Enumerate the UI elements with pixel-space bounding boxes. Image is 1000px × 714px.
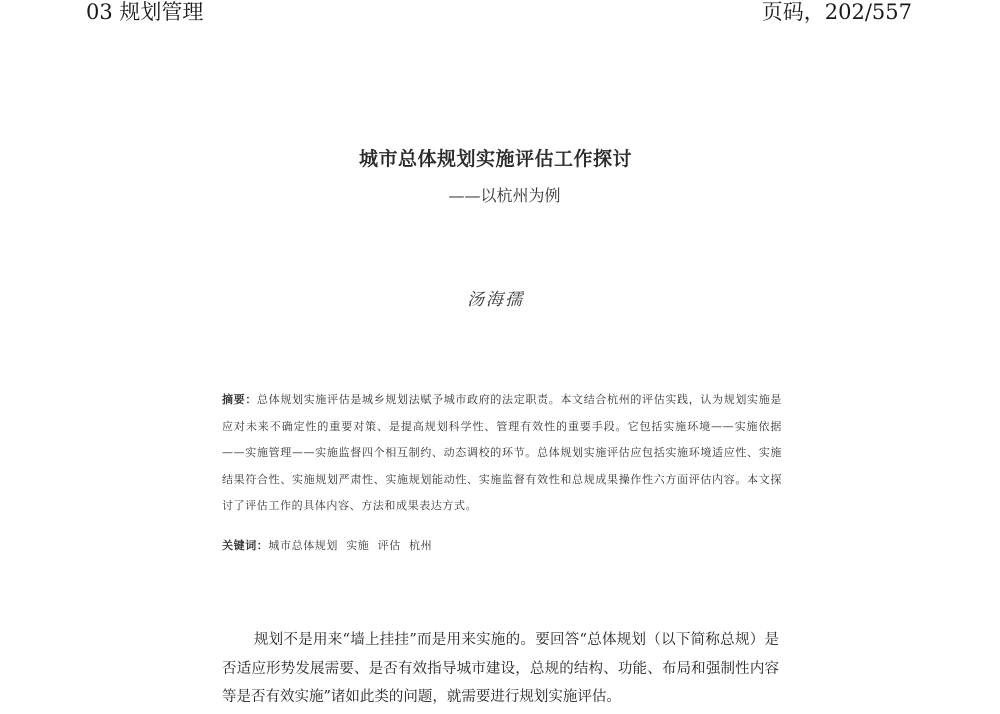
body-paragraph: 规划不是用来“墙上挂挂”而是用来实施的。要回答“总体规划（以下简称总规）是否适应形势发展需要、是否有效指导城市建设，总规的结构、功能、布局和强制性内容等是否有效实施”诸如此类的问题，就需要进行规划实施评估。 xyxy=(222,632,779,705)
keywords xyxy=(222,537,782,553)
article-title: 城市总体规划实施评估工作探讨 xyxy=(358,148,632,170)
keywords-label: 关键词： xyxy=(222,539,269,552)
keywords-text: 城市总体规划 实施 评估 杭州 xyxy=(268,539,433,552)
article-author: 汤海孺 xyxy=(467,290,524,310)
document-page xyxy=(208,93,783,714)
page-indicator: 页码，202/557 xyxy=(761,0,912,24)
section-header: 03 规划管理 xyxy=(86,0,204,24)
abstract-text: 总体规划实施评估是城乡规划法赋予城市政府的法定职责。本文结合杭州的评估实践，认为规划实施是应对未来不确定性的重要对策、是提高规划科学性、管理有效性的重要手段。它包括实施环境——实施依据——实施管理——实施监督四个相互制约、动态调校的环节。总体规划实施评估应包括实施环境适应性、实施结果符合性、实施规划严肃性、实施规划能动性、实施监督有效性和总规成果操作性六方面评估内容。本文探讨了评估工作的具体内容、方法和成果表达方式。 xyxy=(222,393,782,512)
article-subtitle: ——以杭州为例 xyxy=(448,186,561,205)
abstract-label: 摘要： xyxy=(222,393,258,406)
abstract xyxy=(222,387,782,520)
